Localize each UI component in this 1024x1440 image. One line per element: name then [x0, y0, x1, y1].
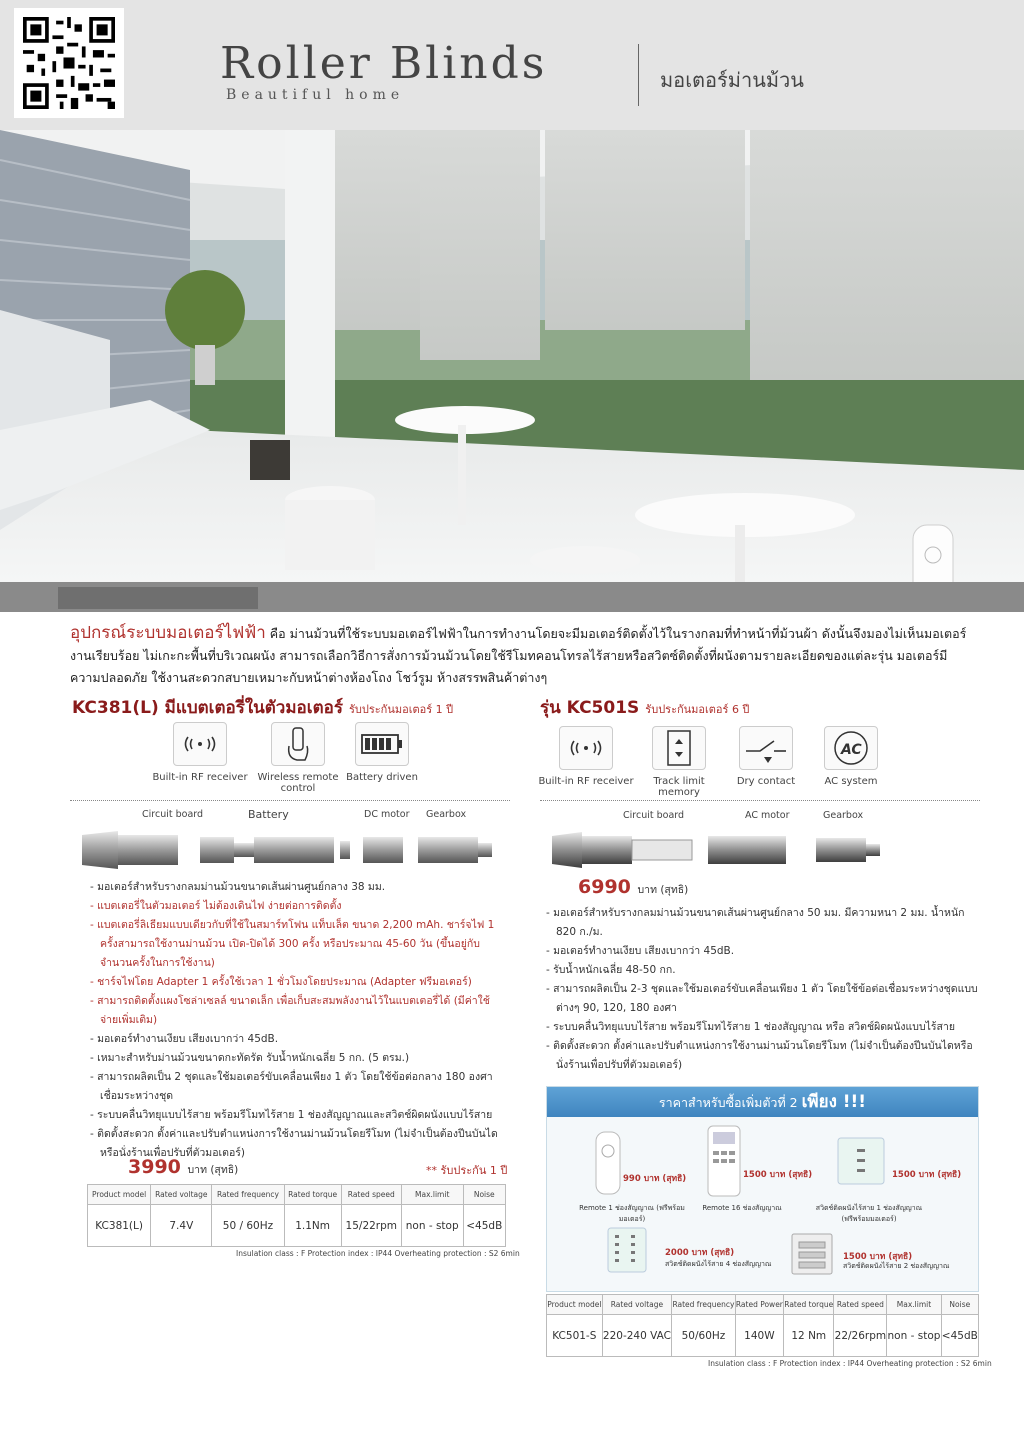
table-header: Max.limit [887, 1295, 941, 1315]
table-header: Rated frequency [212, 1185, 284, 1205]
kc501-warranty-note: รับประกันมอเตอร์ 6 ปี [645, 703, 750, 716]
table-row [547, 1315, 979, 1357]
accessory-label: สวิตช์ติดผนังไร้สาย 2 ช่องสัญญาณ [843, 1262, 950, 1270]
part-label-ac-motor: AC motor [745, 810, 790, 821]
table-header: Rated Power [735, 1295, 783, 1315]
feature-rf-receiver [538, 726, 634, 787]
list-item: - เหมาะสำหรับม่านม้วนขนาดกะทัดรัด รับน้ำหนักเฉลี่ย 5 กก. (5 ตรม.) [90, 1052, 410, 1064]
page-title: Roller Blinds [220, 38, 548, 89]
kc501-spec-table [546, 1294, 979, 1357]
wall-switch-2ch-icon [791, 1233, 833, 1275]
kc501-title [540, 694, 749, 721]
dry-contact-icon [739, 726, 793, 770]
list-item: - สามารถผลิตเป็น 2-3 ชุดและใช้มอเตอร์ขับเคลื่อนเพียง 1 ตัว โดยใช้ข้อต่อเชื่อมระหว่างชุดแบบต่างๆ 90, 120, 180 องศา [546, 983, 978, 1014]
part-label-gearbox: Gearbox [426, 809, 467, 820]
feature-label: Built-in RF receiver [538, 776, 634, 787]
kc501-bullets [544, 904, 984, 1075]
feature-label: AC system [824, 776, 878, 787]
kc501-price-value: 6990 [578, 876, 631, 898]
extra-header [547, 1087, 978, 1117]
table-header: Product model [547, 1295, 603, 1315]
remote-hand-icon [271, 722, 325, 766]
wall-switch-1ch-icon [837, 1137, 885, 1185]
interior-scene-image [0, 130, 1024, 582]
accessory-label: สวิตช์ติดผนังไร้สาย 1 ช่องสัญญาณ (ฟรีพร้อมมอเตอร์) [815, 1204, 923, 1223]
table-header: Rated voltage [602, 1295, 672, 1315]
table-cell: 7.4V [151, 1205, 212, 1247]
table-header: Rated speed [834, 1295, 887, 1315]
table-header: Rated speed [341, 1185, 401, 1205]
table-cell: KC381(L) [88, 1205, 151, 1247]
kc381-spec-table [87, 1184, 506, 1247]
list-item: - ชาร์จไฟโดย Adapter 1 ครั้งใช้เวลา 1 ชั่วโมงโดยประมาณ (Adapter ฟรีมอเตอร์) [90, 976, 472, 988]
feature-label: Wireless remote control [257, 772, 339, 794]
feature-track-limit [634, 726, 724, 798]
kc381-insulation-note: Insulation class : F Protection index : IP44 Overheating protection : S2 6min [236, 1249, 520, 1258]
kc381-price-unit: บาท (สุทธิ) [187, 1164, 239, 1176]
accessory-price: 1500 บาท (สุทธิ) [892, 1170, 962, 1180]
extra-header-bold: เพียง !!! [801, 1092, 867, 1112]
kc501-title-text: รุ่น KC501S [540, 698, 640, 718]
feature-battery [342, 722, 422, 783]
accessory-price: 990 บาท (สุทธิ) [623, 1174, 687, 1184]
remote-16ch-icon [707, 1125, 741, 1197]
feature-rf-receiver [150, 722, 250, 783]
table-cell: KC501-S [547, 1315, 603, 1357]
kc381-price [128, 1156, 238, 1178]
feature-label: Battery driven [346, 772, 418, 783]
table-cell: 50/60Hz [672, 1315, 735, 1357]
table-cell: 22/26rpm [834, 1315, 887, 1357]
table-header: Product model [88, 1185, 151, 1205]
list-item: - ระบบคลื่นวิทยุแบบไร้สาย พร้อมรีโมทไร้สาย 1 ช่องสัญญาณและสวิตช์ผิดผนังแบบไร้สาย [90, 1109, 493, 1121]
feature-label: Built-in RF receiver [152, 772, 248, 783]
band-label-box [58, 587, 258, 609]
list-item: - สามารถติดตั้งแผงโซล่าเซลล์ ขนาดเล็ก เพื่อเก็บสะสมพลังงานไว้ในแบตเตอรี่ได้ (มีค่าใช้จ่ายเพิ่มเติม) [90, 995, 490, 1026]
kc501-price [578, 876, 688, 898]
feature-label: Track limit memory [653, 776, 705, 798]
list-item: - มอเตอร์ทำงานเงียบ เสียงเบากว่า 45dB. [90, 1033, 279, 1045]
svg-text:AC: AC [841, 742, 862, 758]
list-item: - มอเตอร์ทำงานเงียบ เสียงเบากว่า 45dB. [546, 945, 735, 957]
feature-ac-system [816, 726, 886, 787]
table-cell: 140W [735, 1315, 783, 1357]
kc381-bullets [88, 878, 508, 1163]
table-header: Rated torque [284, 1185, 341, 1205]
table-header: Noise [941, 1295, 978, 1315]
part-label-dc-motor: DC motor [364, 809, 410, 820]
part-label-gearbox: Gearbox [823, 810, 864, 821]
feature-dry-contact [728, 726, 804, 787]
track-limit-icon [652, 726, 706, 770]
page-header [0, 0, 1024, 130]
accessory-label: สวิตช์ติดผนังไร้สาย 4 ช่องสัญญาณ [665, 1260, 772, 1268]
table-header: Rated voltage [151, 1185, 212, 1205]
qr-code-icon [23, 17, 115, 109]
hero-photo [0, 130, 1024, 582]
intro-paragraph [70, 622, 975, 689]
list-item: - สามารถผลิตเป็น 2 ชุดและใช้มอเตอร์ขับเคลื่อนเพียง 1 ตัว โดยใช้ข้อต่อกลาง 180 องศา เชื่อมระหว่างชุด [90, 1071, 493, 1102]
kc381-warranty-note: รับประกันมอเตอร์ 1 ปี [348, 703, 454, 716]
rf-receiver-icon [559, 726, 613, 770]
table-header: Rated torque [784, 1295, 834, 1315]
list-item: - ติดตั้งสะดวก ตั้งค่าและปรับตำแหน่งการใช้งานม่านม้วนโดยรีโมท (ไม่จำเป็นต้องปีนบันไดหรือนั่งร้านเพื่อปรับที่ตัวมอเตอร์) [90, 1128, 498, 1159]
thai-title: มอเตอร์ม่านม้วน [660, 68, 804, 92]
feature-label: Dry contact [736, 776, 796, 787]
ac-motor-icon [824, 726, 878, 770]
kc381-motor-exploded [78, 825, 498, 875]
page-subtitle: Beautiful home [226, 87, 405, 103]
kc381-title [72, 694, 453, 721]
table-header: Noise [463, 1185, 505, 1205]
kc501-insulation-note: Insulation class : F Protection index : IP44 Overheating protection : S2 6min [708, 1359, 992, 1368]
list-item: - มอเตอร์สำหรับรางกลมม่านม้วนขนาดเส้นผ่านศูนย์กลาง 50 มม. มีความหนา 2 มม. น้ำหนัก 820 ก./ม. [546, 907, 965, 938]
list-item: - ระบบคลื่นวิทยุแบบไร้สาย พร้อมรีโมทไร้สาย 1 ช่องสัญญาณ หรือ สวิตช์ผิดผนังแบบไร้สาย [546, 1021, 955, 1033]
extra-header-text: ราคาสำหรับซื้อเพิ่มตัวที่ 2 [658, 1095, 798, 1110]
extra-accessories-box [546, 1086, 979, 1292]
intro-text: คือ ม่านม้วนที่ใช้ระบบมอเตอร์ไฟฟ้าในการทำงานโดยจะมีมอเตอร์ติดตั้งไว้ในรางกลมที่ทำหน้าที่ม้วนผ้า ดังนั้นจึงมองไม่เห็นมอเตอร์ งานเรียบร้อย ไม่เกะกะพื้นที่บริเวณผนัง สามารถเลือกวิธีการสั่งการม้วนม้วนโดยใช้รีโมทคอนโทรลไร้สายหรือสวิตซ์ติดตั้งที่ผนังตามรายละเอียดของแต่ละรุ่น มอเตอร์มีความปลอดภัย ใช้งานสะดวกสบายเหมาะกับหน้าต่างห้องโถง โชว์รูม ห้างสรรพสินค้าต่างๆ [70, 626, 967, 685]
table-cell: <45dB [463, 1205, 505, 1247]
rf-receiver-icon [173, 722, 227, 766]
header-divider [638, 44, 639, 106]
table-cell: <45dB [941, 1315, 978, 1357]
table-cell: 15/22rpm [341, 1205, 401, 1247]
kc501-motor-exploded [548, 826, 888, 874]
kc381-price-value: 3990 [128, 1156, 181, 1178]
table-cell: non - stop [887, 1315, 941, 1357]
kc381-separator [70, 800, 510, 801]
part-label-circuit: Circuit board [623, 810, 685, 821]
table-cell: 220-240 VAC [602, 1315, 672, 1357]
qr-code [14, 8, 124, 118]
kc501-price-unit: บาท (สุทธิ) [637, 884, 689, 896]
kc381-title-text: KC381(L) มีแบตเตอรี่ในตัวมอเตอร์ [72, 698, 343, 718]
table-row [88, 1205, 506, 1247]
accessory-label: Remote 16 ช่องสัญญาณ [702, 1204, 782, 1212]
intro-lead: อุปกรณ์ระบบมอเตอร์ไฟฟ้า [70, 623, 266, 643]
table-cell: 1.1Nm [284, 1205, 341, 1247]
list-item: - แบตเตอรี่ลิเธียมแบบเดียวกับที่ใช้ในสมาร์ทโฟน แท็บเล็ต ขนาด 2,200 mAh. ชาร์จไฟ 1 ครั้งสามารถใช้งานม่านม้วน เปิด-ปิดได้ 300 ครั้ง หรือประมาณ 45-60 วัน (ขึ้นอยู่กับจำนวนครั้งในการใช้งาน) [90, 919, 495, 969]
list-item: - แบตเตอรี่ในตัวมอเตอร์ ไม่ต้องเดินไฟ ง่ายต่อการติดตั้ง [90, 900, 342, 912]
remote-1ch-icon [595, 1131, 621, 1195]
accessory-price: 2000 บาท (สุทธิ) [665, 1248, 735, 1258]
kc501-separator [540, 800, 980, 801]
kc381-warranty: ** รับประกัน 1 ปี [426, 1164, 508, 1177]
feature-wireless-remote [250, 722, 346, 794]
list-item: - รับน้ำหนักเฉลี่ย 48-50 กก. [546, 964, 676, 976]
accessory-price: 1500 บาท (สุทธิ) [843, 1252, 913, 1262]
table-header: Rated frequency [672, 1295, 735, 1315]
battery-icon [355, 722, 409, 766]
table-header: Max.limit [401, 1185, 463, 1205]
part-label-battery: Battery [248, 808, 289, 821]
accessory-price: 1500 บาท (สุทธิ) [743, 1170, 813, 1180]
part-label-circuit: Circuit board [142, 809, 204, 820]
list-item: - มอเตอร์สำหรับรางกลมม่านม้วนขนาดเส้นผ่านศูนย์กลาง 38 มม. [90, 881, 386, 893]
table-cell: 50 / 60Hz [212, 1205, 284, 1247]
accessory-label: Remote 1 ช่องสัญญาณ (ฟรีพร้อมมอเตอร์) [579, 1204, 685, 1223]
table-cell: 12 Nm [784, 1315, 834, 1357]
table-cell: non - stop [401, 1205, 463, 1247]
list-item: - ติดตั้งสะดวก ตั้งค่าและปรับตำแหน่งการใช้งานม่านม้วนโดยรีโมท (ไม่จำเป็นต้องปีนบันไดหรือนั่งร้านเพื่อปรับที่ตัวมอเตอร์) [546, 1040, 973, 1071]
wall-switch-4ch-icon [607, 1227, 647, 1273]
